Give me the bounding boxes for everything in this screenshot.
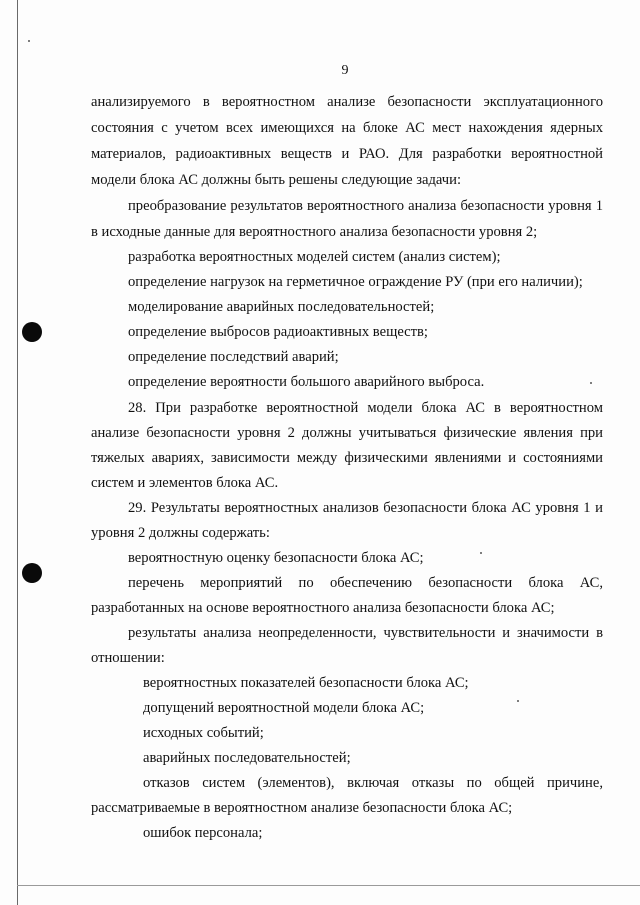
text-line: систем и элементов блока АС. bbox=[91, 475, 279, 491]
list-item: определение нагрузок на герметичное ограждение РУ (при его наличии); bbox=[128, 274, 583, 290]
text-line: 28. При разработке вероятностной модели блока АС в вероятностном bbox=[128, 400, 603, 416]
list-item: моделирование аварийных последовательностей; bbox=[128, 299, 435, 315]
list-item: перечень мероприятий по обеспечению безопасности блока АС, bbox=[128, 575, 603, 591]
text-line: преобразование результатов вероятностного анализа безопасности уровня 1 bbox=[128, 198, 603, 214]
list-item: аварийных последовательностей; bbox=[143, 750, 351, 766]
scan-speck bbox=[28, 40, 30, 42]
list-item: разработка вероятностных моделей систем (анализ систем); bbox=[128, 249, 501, 265]
text-line: отношении: bbox=[91, 650, 165, 666]
text-line: разработанных на основе вероятностного анализа безопасности блока АС; bbox=[91, 600, 555, 616]
list-item: отказов систем (элементов), включая отказы по общей причине, bbox=[143, 775, 603, 791]
text-line: материалов, радиоактивных веществ и РАО. Для разработки вероятностной bbox=[91, 146, 603, 162]
text-line: состояния с учетом всех имеющихся на блоке АС мест нахождения ядерных bbox=[91, 120, 603, 136]
text-line: уровня 2 должны содержать: bbox=[91, 525, 270, 541]
list-item: вероятностных показателей безопасности блока АС; bbox=[143, 675, 469, 691]
list-item: ошибок персонала; bbox=[143, 825, 263, 841]
text-line: модели блока АС должны быть решены следующие задачи: bbox=[91, 172, 462, 188]
list-item: допущений вероятностной модели блока АС; bbox=[143, 700, 425, 716]
text-line: анализе безопасности уровня 2 должны учитываться физические явления при bbox=[91, 425, 603, 441]
list-item: определение вероятности большого аварийного выброса. bbox=[128, 374, 485, 390]
text-line: рассматриваемые в вероятностном анализе безопасности блока АС; bbox=[91, 800, 513, 816]
list-item: исходных событий; bbox=[143, 725, 264, 741]
list-item: определение последствий аварий; bbox=[128, 349, 339, 365]
list-item: определение выбросов радиоактивных веществ; bbox=[128, 324, 428, 340]
page-number: 9 bbox=[341, 63, 349, 78]
scan-bottom-edge bbox=[17, 885, 640, 886]
text-line: тяжелых авариях, зависимости между физическими явлениями и состояниями bbox=[91, 450, 603, 466]
punch-hole bbox=[22, 563, 42, 583]
punch-hole bbox=[22, 322, 42, 342]
text-line: в исходные данные для вероятностного анализа безопасности уровня 2; bbox=[91, 224, 538, 240]
list-item: результаты анализа неопределенности, чувствительности и значимости в bbox=[128, 625, 603, 641]
text-line: 29. Результаты вероятностных анализов безопасности блока АС уровня 1 и bbox=[128, 500, 603, 516]
list-item: вероятностную оценку безопасности блока АС; bbox=[128, 550, 424, 566]
scan-left-edge bbox=[17, 0, 18, 905]
text-line: анализируемого в вероятностном анализе безопасности эксплуатационного bbox=[91, 94, 603, 110]
